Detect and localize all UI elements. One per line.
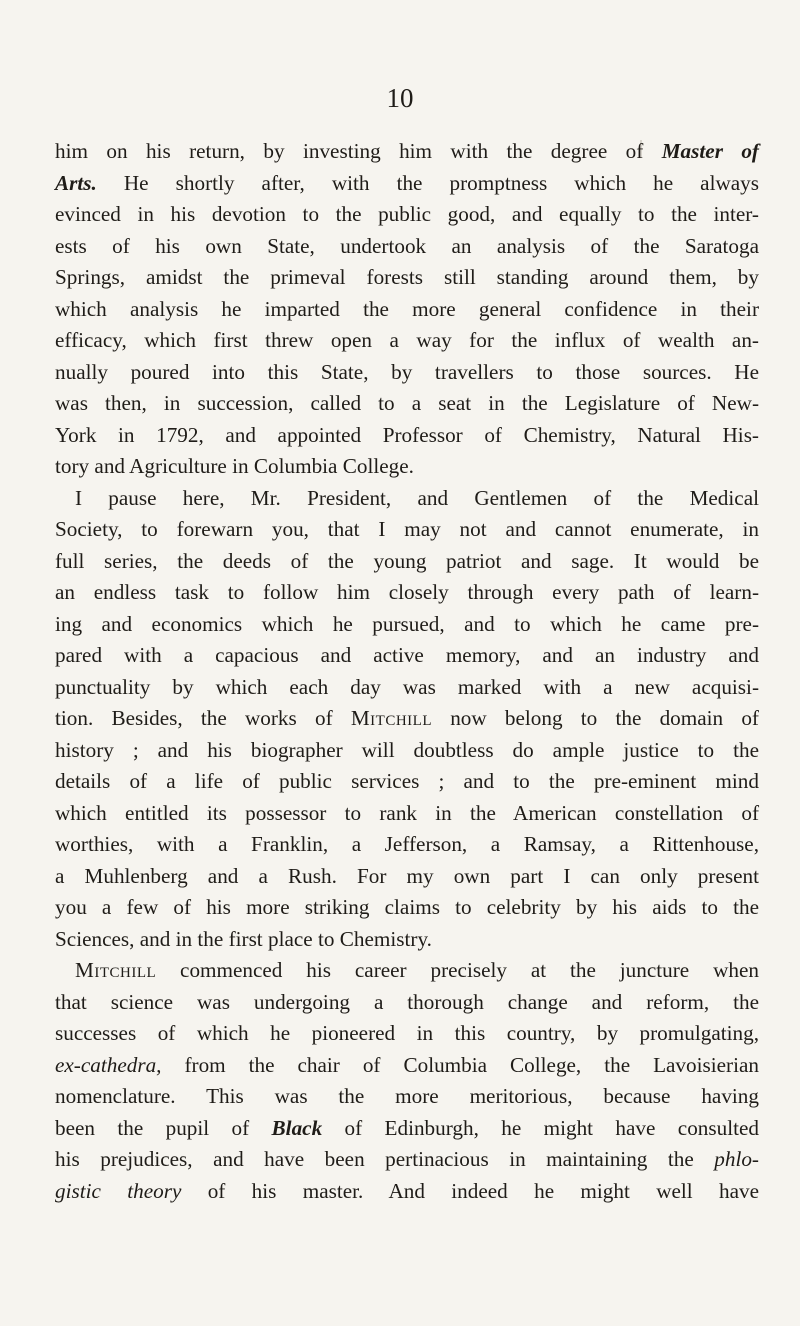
text-span: now belong to the domain of bbox=[432, 706, 759, 730]
text-span: York in 1792, and appointed Professor of Chemistry, Natural His- bbox=[55, 422, 759, 447]
text-line bbox=[55, 388, 759, 420]
text-span: Society, to forewarn you, that I may not and cannot enumerate, in bbox=[55, 517, 759, 541]
text-span: tory and Agriculture in Columbia College. bbox=[55, 454, 414, 478]
text-span: I pause here, Mr. President, and Gentlemen of the Medical bbox=[75, 485, 759, 510]
text-span: nually poured into this State, by travellers to those sources. He bbox=[55, 359, 759, 384]
text-line bbox=[55, 1018, 759, 1050]
styled-text: gistic theory bbox=[55, 1178, 182, 1203]
text-span: details of a life of public services ; and to the pre-eminent mind bbox=[55, 769, 759, 793]
text-span: him on his return, by investing him with the degree of bbox=[55, 139, 662, 163]
text-span: nomenclature. This was the more meritorious, because having bbox=[55, 1084, 759, 1108]
text-span: Springs, amidst the primeval forests still standing around them, by bbox=[55, 265, 759, 289]
text-line bbox=[55, 1113, 759, 1145]
text-line bbox=[55, 1144, 759, 1176]
text-line bbox=[55, 955, 759, 987]
text-span: worthies, with a Franklin, a Jefferson, a Ramsay, a Rittenhouse, bbox=[55, 832, 759, 856]
text-span: from the chair of Columbia College, the Lavoisierian bbox=[161, 1052, 759, 1077]
text-line bbox=[55, 892, 759, 924]
text-line bbox=[55, 609, 759, 641]
text-line bbox=[55, 703, 759, 735]
text-span: tion. Besides, the works of bbox=[55, 706, 351, 730]
text-span: successes of which he pioneered in this country, by promulgating, bbox=[55, 1021, 759, 1045]
text-line bbox=[55, 514, 759, 546]
text-span: you a few of his more striking claims to celebrity by his aids to the bbox=[55, 895, 759, 919]
styled-text: Arts. bbox=[55, 170, 97, 195]
text-line bbox=[55, 136, 759, 168]
text-line bbox=[55, 1176, 759, 1208]
styled-text: phlo- bbox=[714, 1147, 759, 1171]
text-line bbox=[55, 294, 759, 326]
text-line bbox=[55, 735, 759, 767]
text-line bbox=[55, 1081, 759, 1113]
text-line bbox=[55, 483, 759, 515]
text-line bbox=[55, 262, 759, 294]
text-line bbox=[55, 861, 759, 893]
text-line bbox=[55, 640, 759, 672]
text-span: He shortly after, with the promptness which he always bbox=[96, 170, 759, 195]
text-span: of his master. And indeed he might well have bbox=[181, 1178, 759, 1203]
text-span: pared with a capacious and active memory, and an industry and bbox=[55, 643, 759, 667]
text-line bbox=[55, 672, 759, 704]
text-line bbox=[55, 546, 759, 578]
text-span: punctuality by which each day was marked with a new acquisi- bbox=[55, 674, 759, 699]
text-span: an endless task to follow him closely through every path of learn- bbox=[55, 580, 759, 604]
text-span: which entitled its possessor to rank in the American constellation of bbox=[55, 800, 759, 825]
styled-text: Master of bbox=[661, 139, 759, 163]
text-span: efficacy, which first threw open a way for the influx of wealth an- bbox=[55, 328, 759, 352]
text-line bbox=[55, 987, 759, 1019]
page-number: 10 bbox=[386, 83, 414, 113]
text-span: history ; and his biographer will doubtless do ample justice to the bbox=[55, 737, 759, 762]
styled-text: ex-cathedra, bbox=[55, 1052, 162, 1077]
text-line bbox=[55, 325, 759, 357]
text-span: a Muhlenberg and a Rush. For my own part I can only present bbox=[55, 863, 759, 888]
styled-text: Mitchill bbox=[350, 706, 432, 730]
text-line bbox=[55, 199, 759, 231]
styled-text: Mitchill bbox=[75, 958, 157, 982]
text-line bbox=[55, 451, 759, 483]
text-line bbox=[55, 798, 759, 830]
text-line bbox=[55, 1050, 759, 1082]
text-span: full series, the deeds of the young patriot and sage. It would be bbox=[55, 548, 759, 573]
text-line bbox=[55, 168, 759, 200]
text-span: evinced in his devotion to the public good, and equally to the inter- bbox=[55, 202, 759, 226]
text-span: was then, in succession, called to a seat in the Legislature of New- bbox=[55, 391, 759, 415]
body-text bbox=[55, 136, 759, 1207]
text-span: been the pupil of bbox=[55, 1115, 272, 1140]
text-span: ing and economics which he pursued, and to which he came pre- bbox=[55, 611, 759, 636]
text-span: that science was undergoing a thorough change and reform, the bbox=[55, 989, 759, 1014]
text-span: his prejudices, and have been pertinacious in maintaining the bbox=[55, 1147, 715, 1171]
text-span: of Edinburgh, he might have consulted bbox=[322, 1115, 759, 1140]
text-span: ests of his own State, undertook an analysis of the Saratoga bbox=[55, 233, 759, 258]
styled-text: Black bbox=[271, 1115, 323, 1140]
text-line bbox=[55, 924, 759, 956]
text-span: which analysis he imparted the more general confidence in their bbox=[55, 296, 759, 321]
text-span: commenced his career precisely at the juncture when bbox=[156, 958, 759, 982]
text-span: Sciences, and in the first place to Chemistry. bbox=[55, 926, 432, 951]
text-line bbox=[55, 420, 759, 452]
text-line bbox=[55, 357, 759, 389]
text-line bbox=[55, 829, 759, 861]
text-line bbox=[55, 577, 759, 609]
text-line bbox=[55, 231, 759, 263]
text-line bbox=[55, 766, 759, 798]
